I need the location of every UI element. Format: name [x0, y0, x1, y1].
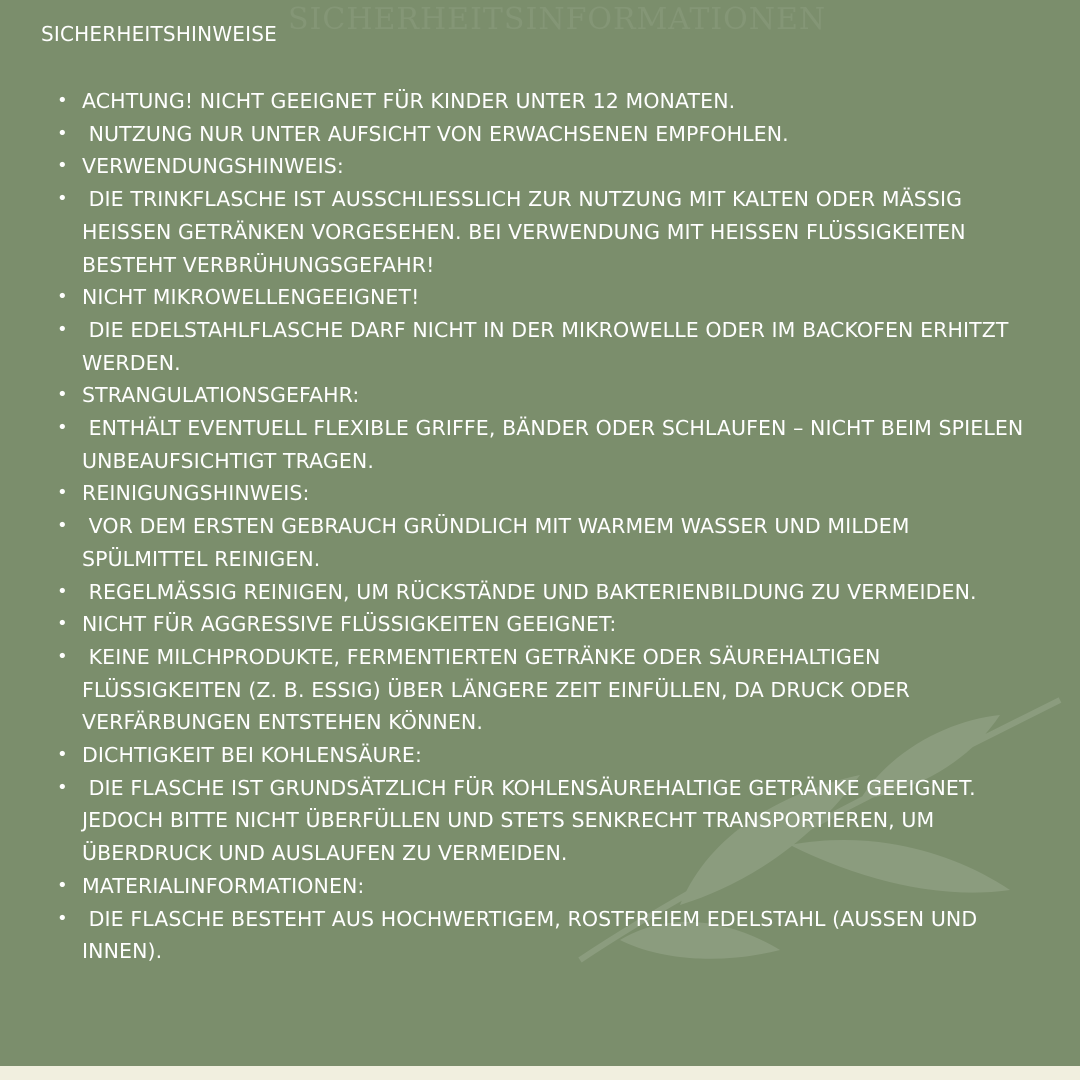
list-item-text: DIE EDELSTAHLFLASCHE DARF NICHT IN DER MIKROWELLE ODER IM BACKOFEN ERHITZT WERDEN. [82, 317, 1016, 375]
list-item [56, 281, 1036, 314]
safety-list [56, 85, 1036, 968]
bullet-icon: • [57, 155, 68, 177]
list-item [56, 314, 1036, 379]
list-item [56, 608, 1036, 641]
list-item-text: DICHTIGKEIT BEI KOHLENSÄURE: [82, 743, 422, 768]
bullet-icon: • [57, 613, 68, 635]
bullet-icon: • [57, 744, 68, 766]
bullet-icon: • [57, 417, 68, 439]
bullet-icon: • [57, 482, 68, 504]
list-item-text: VOR DEM ERSTEN GEBRAUCH GRÜNDLICH MIT WARMEM WASSER UND MILDEM SPÜLMITTEL REINIGEN. [82, 514, 917, 571]
list-item [56, 576, 1036, 609]
list-item [56, 118, 1036, 151]
list-item [56, 510, 1036, 575]
bullet-icon: • [57, 90, 68, 111]
list-item-text: ENTHÄLT EVENTUELL FLEXIBLE GRIFFE, BÄNDER ODER SCHLAUFEN – NICHT BEIM SPIELEN UNBEAUFSICHTIGT TRAGEN. [82, 416, 1030, 473]
list-item-text: ACHTUNG! NICHT GEEIGNET FÜR KINDER UNTER 12 MONATEN. [82, 89, 736, 113]
bullet-icon: • [57, 318, 68, 340]
ghost-title-watermark: SICHERHEITSINFORMATIONEN [288, 2, 827, 37]
list-item-text: DIE FLASCHE IST GRUNDSÄTZLICH FÜR KOHLENSÄUREHALTIGE GETRÄNKE GEEIGNET. JEDOCH BITTE NICHT ÜBERFÜLLEN UND STETS SENKRECHT TRANSPORTIEREN, UM ÜBERDRUCK UND AUSLAUFEN ZU VERMEIDEN. [82, 775, 983, 866]
list-item [56, 379, 1036, 412]
bullet-icon: • [57, 907, 68, 929]
list-item [56, 85, 1036, 118]
bullet-icon: • [57, 286, 68, 308]
list-item [56, 903, 1036, 968]
list-item-text: NICHT MIKROWELLENGEEIGNET! [82, 285, 420, 310]
list-item-text: REINIGUNGSHINWEIS: [82, 481, 310, 506]
list-item [56, 641, 1036, 739]
list-item [56, 183, 1036, 281]
bullet-icon: • [57, 776, 68, 798]
list-item [56, 150, 1036, 183]
list-item-text: REGELMÄSSIG REINIGEN, UM RÜCKSTÄNDE UND BAKTERIENBILDUNG ZU VERMEIDEN. [82, 579, 977, 604]
bullet-icon: • [57, 384, 68, 406]
list-item [56, 870, 1036, 903]
page-title: SICHERHEITSHINWEISE [41, 22, 277, 46]
list-item-text: STRANGULATIONSGEFAHR: [82, 383, 360, 408]
list-item-text: DIE TRINKFLASCHE IST AUSSCHLIESSLICH ZUR NUTZUNG MIT KALTEN ODER MÄSSIG HEISSEN GETRÄNKEN VORGESEHEN. BEI VERWENDUNG MIT HEISSEN FLÜSSIGKEITEN BESTEHT VERBRÜHUNGSGEFAHR! [82, 187, 973, 277]
list-item-text: VERWENDUNGSHINWEIS: [82, 154, 344, 179]
bullet-icon: • [57, 515, 68, 537]
bullet-icon: • [57, 580, 68, 602]
list-item-text: DIE FLASCHE BESTEHT AUS HOCHWERTIGEM, ROSTFREIEM EDELSTAHL (AUSSEN UND INNEN). [82, 906, 984, 964]
list-item-text: NICHT FÜR AGGRESSIVE FLÜSSIGKEITEN GEEIGNET: [82, 612, 617, 637]
list-item [56, 412, 1036, 477]
list-item [56, 772, 1036, 870]
list-item-text: MATERIALINFORMATIONEN: [82, 873, 365, 898]
bullet-icon: • [57, 122, 68, 144]
list-item-text: NUTZUNG NUR UNTER AUFSICHT VON ERWACHSENEN EMPFOHLEN. [82, 121, 789, 146]
bullet-icon: • [57, 874, 68, 896]
list-item-text: KEINE MILCHPRODUKTE, FERMENTIERTEN GETRÄNKE ODER SÄUREHALTIGEN FLÜSSIGKEITEN (Z. B. ESSIG) ÜBER LÄNGERE ZEIT EINFÜLLEN, DA DRUCK ODER VERFÄRBUNGEN ENTSTEHEN KÖNNEN. [82, 644, 917, 735]
bullet-icon: • [57, 645, 68, 667]
list-item [56, 739, 1036, 772]
bullet-icon: • [57, 188, 68, 210]
list-item [56, 477, 1036, 510]
